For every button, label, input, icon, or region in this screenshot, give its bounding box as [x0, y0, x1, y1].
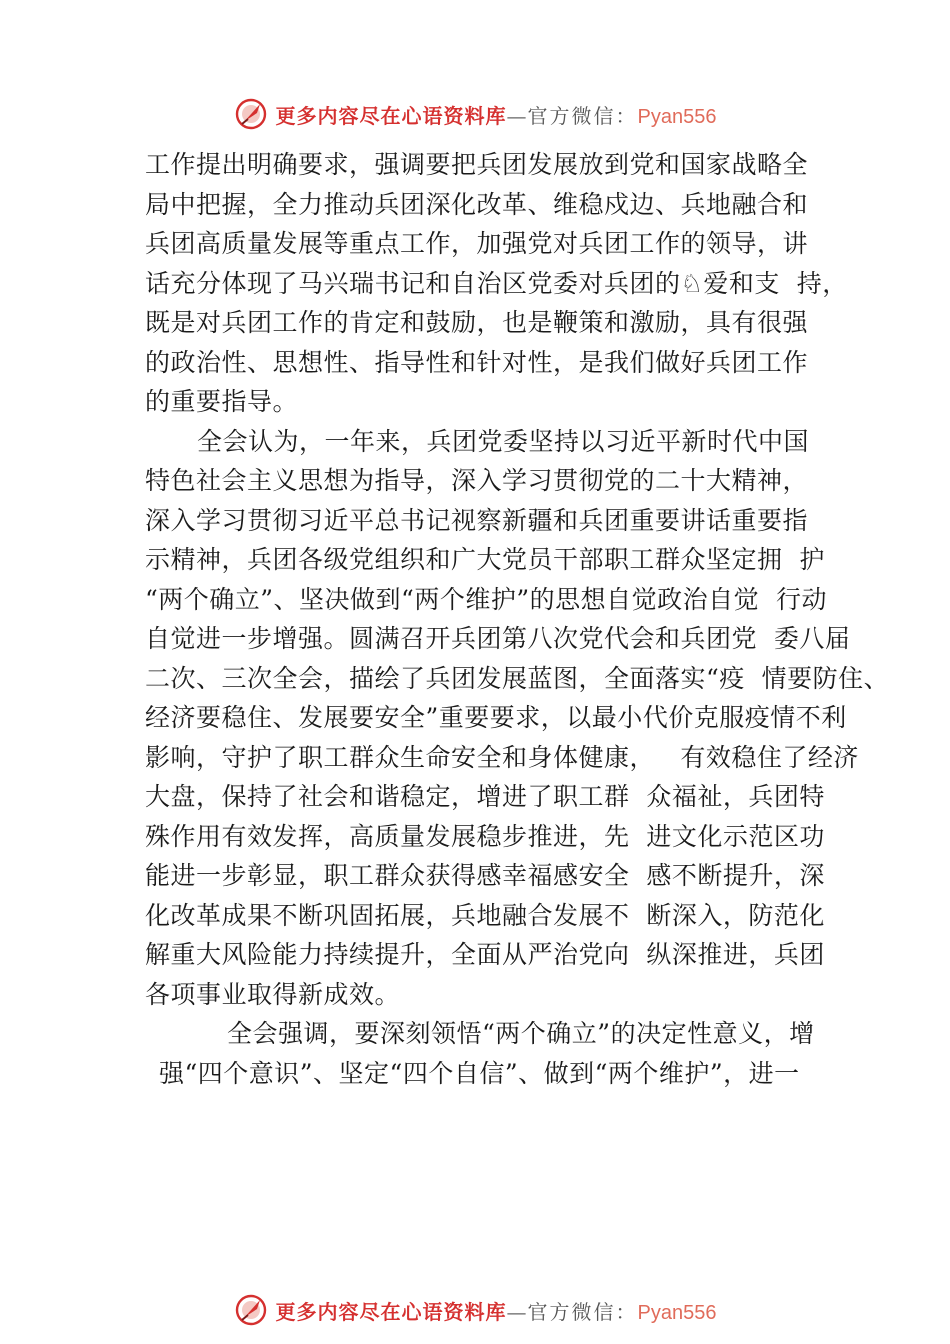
- watermark-wechat-id: Pyan556: [637, 105, 717, 128]
- paragraph: [145, 1054, 845, 1094]
- text-line: 工作提出明确要求，强调要把兵团发展放到党和国家战略全: [145, 150, 809, 179]
- text-line: 既是对兵团工作的肯定和鼓励，也是鞭策和激励，具有很强: [145, 308, 809, 337]
- text-line: 强“四个意识”、坚定“四个自信”、做到“两个维护”，进一: [159, 1058, 800, 1088]
- text-line: 全会认为，一年来，兵团党委坚持以习近平新时代中国: [197, 426, 810, 456]
- watermark-dash: —: [506, 103, 528, 128]
- text-line: 大盘，保持了社会和谐稳定，增进了职工群 众福祉，兵团特: [145, 782, 825, 811]
- text-line: 殊作用有效发挥，高质量发展稳步推进，先 进文化示范区功: [145, 821, 825, 851]
- paragraph: [145, 1014, 845, 1054]
- text-line: 二次、三次全会，描绘了兵团发展蓝图，全面落实“疫 情要防住、: [145, 663, 890, 693]
- quill-seal-icon: [234, 1293, 268, 1327]
- text-line: 经济要稳住、发展要安全”重要要求，以最小代价克服疫情不利: [145, 703, 847, 732]
- text-line: 化改革成果不断巩固拓展，兵地融合发展不 断深入，防范化: [145, 900, 825, 930]
- document-body: [145, 145, 890, 1093]
- text-line: 全会强调，要深刻领悟“两个确立”的决定性意义，增: [227, 1019, 815, 1048]
- text-line: 能进一步彰显，职工群众获得感幸福感安全 感不断提升，深: [145, 861, 825, 890]
- text-line: 影响，守护了职工群众生命安全和身体健康， 有效稳住了经济: [145, 742, 859, 772]
- watermark-brand: 更多内容尽在心语资料库: [275, 1299, 507, 1324]
- watermark-wechat-id: Pyan556: [637, 1301, 717, 1324]
- watermark-label: 官方微信：: [527, 103, 638, 128]
- watermark-dash: —: [506, 1299, 528, 1324]
- text-line: 话充分体现了马兴瑞书记和自治区党委对兵团的♘爱和支 持，: [145, 268, 848, 298]
- footer-watermark: [0, 1290, 950, 1330]
- watermark-label: 官方微信：: [527, 1299, 638, 1324]
- quill-seal-icon: [234, 97, 268, 131]
- text-line: 特色社会主义思想为指导，深入学习贯彻党的二十大精神，: [145, 466, 809, 495]
- watermark-brand: 更多内容尽在心语资料库: [275, 103, 507, 128]
- text-line: 兵团高质量发展等重点工作，加强党对兵团工作的领导，讲: [145, 229, 809, 258]
- text-line: 解重大风险能力持续提升，全面从严治党向 纵深推进，兵团: [145, 940, 825, 969]
- text-line: “两个确立”、坚决做到“两个维护”的思想自觉政治自觉 行动: [145, 584, 828, 614]
- header-watermark: [0, 94, 950, 134]
- text-line: 的重要指导。: [145, 387, 299, 416]
- text-line: 局中把握，全力推动兵团深化改革、维稳戍边、兵地融合和: [145, 189, 809, 219]
- text-line: 示精神，兵团各级党组织和广大党员干部职工群众坚定拥 护: [145, 545, 825, 574]
- text-line: 各项事业取得新成效。: [145, 979, 401, 1009]
- paragraph: [145, 422, 890, 1015]
- text-line: 的政治性、思想性、指导性和针对性，是我们做好兵团工作: [145, 347, 809, 377]
- text-line: 深入学习贯彻习近平总书记视察新疆和兵团重要讲话重要指: [145, 505, 809, 535]
- paragraph: [145, 145, 848, 422]
- text-line: 自觉进一步增强。圆满召开兵团第八次党代会和兵团党 委八届: [145, 624, 851, 653]
